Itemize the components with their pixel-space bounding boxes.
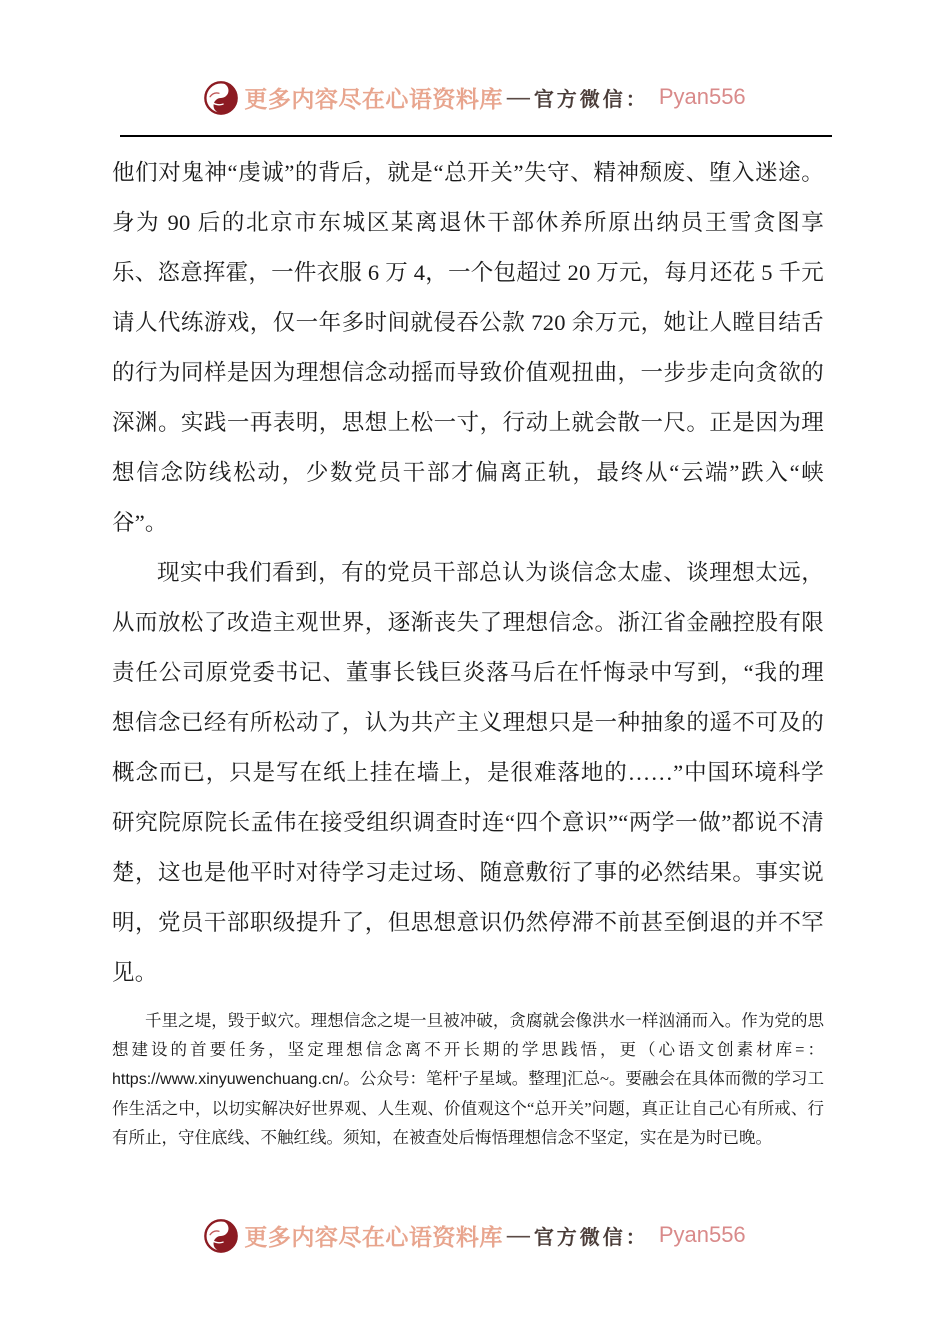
watermark-wechat-handle: Pyan556	[658, 84, 746, 109]
watermark-wechat-handle: Pyan556	[658, 1222, 746, 1247]
yin-yang-fish-logo-icon	[204, 1219, 238, 1253]
body-paragraph-2: 现实中我们看到，有的党员干部总认为谈信念太虚、谈理想太远，从而放松了改造主观世界，逐渐丧失了理想信念。浙江省金融控股有限责任公司原党委书记、董事长钱巨炎落马后在忏悔录中写到，“我的理想信念已经有所松动了，认为共产主义理想只是一种抽象的遥不可及的概念而已，只是写在纸上挂在墙上，是很难落地的……”中国环境科学研究院原院长孟伟在接受组织调查时连“四个意识”“两学一做”都说不清楚，这也是他平时对待学习走过场、随意敷衍了事的必然结果。事实说明，党员干部职级提升了，但思想意识仍然停滞不前甚至倒退的并不罕见。	[112, 560, 824, 985]
footer-watermark	[0, 1212, 950, 1258]
footnote-text-before-url: 千里之堤，毁于蚁穴。理想信念之堤一旦被冲破，贪腐就会像洪水一样汹涌而入。作为党的思想建设的首要任务，坚定理想信念离不开长期的学思践悟，更（心语文创素材库=：	[112, 1011, 824, 1059]
paragraph-spacer	[112, 998, 824, 1006]
footnote-text-after-url: 。公众号：笔杆'子星域。整理]汇总~。要融会在具体而微的学习工作生活之中，以切实解决好世界观、人生观、价值观这个“总开关”问题，真正让自己心有所戒、行有所止，守住底线、不触红线。须知，在被查处后悔悟理想信念不坚定，实在是为时已晚。	[112, 1069, 824, 1147]
watermark-main-text: 更多内容尽在心语资料库	[244, 86, 503, 112]
body-paragraph-3	[112, 1006, 824, 1152]
document-body	[112, 148, 824, 1152]
watermark-main-text: 更多内容尽在心语资料库	[244, 1224, 503, 1250]
watermark-dash: —	[506, 1222, 530, 1247]
body-paragraph-1: 他们对鬼神“虔诚”的背后，就是“总开关”失守、精神颓废、堕入迷途。身为 90 后的北京市东城区某离退休干部休养所原出纳员王雪贪图享乐、恣意挥霍，一件衣服 6 万 4，一个包超过 20 万元，每月还花 5 千元请人代练游戏，仅一年多时间就侵吞公款 720 余万元，她让人瞠目结舌的行为同样是因为理想信念动摇而导致价值观扭曲，一步步走向贪欲的深渊。实践一再表明，思想上松一寸，行动上就会散一尺。正是因为理想信念防线松动，少数党员干部才偏离正轨，最终从“云端”跌入“峡谷”。	[112, 160, 824, 535]
header-divider	[120, 135, 832, 137]
watermark-wechat-label: 官方微信：	[533, 1226, 649, 1249]
watermark-wechat-label: 官方微信：	[533, 88, 649, 111]
source-url-link[interactable]: https://www.xinyuwenchuang.cn/	[112, 1071, 344, 1088]
yin-yang-fish-logo-icon	[204, 81, 238, 115]
watermark-dash: —	[506, 84, 530, 109]
header-watermark	[0, 74, 950, 120]
